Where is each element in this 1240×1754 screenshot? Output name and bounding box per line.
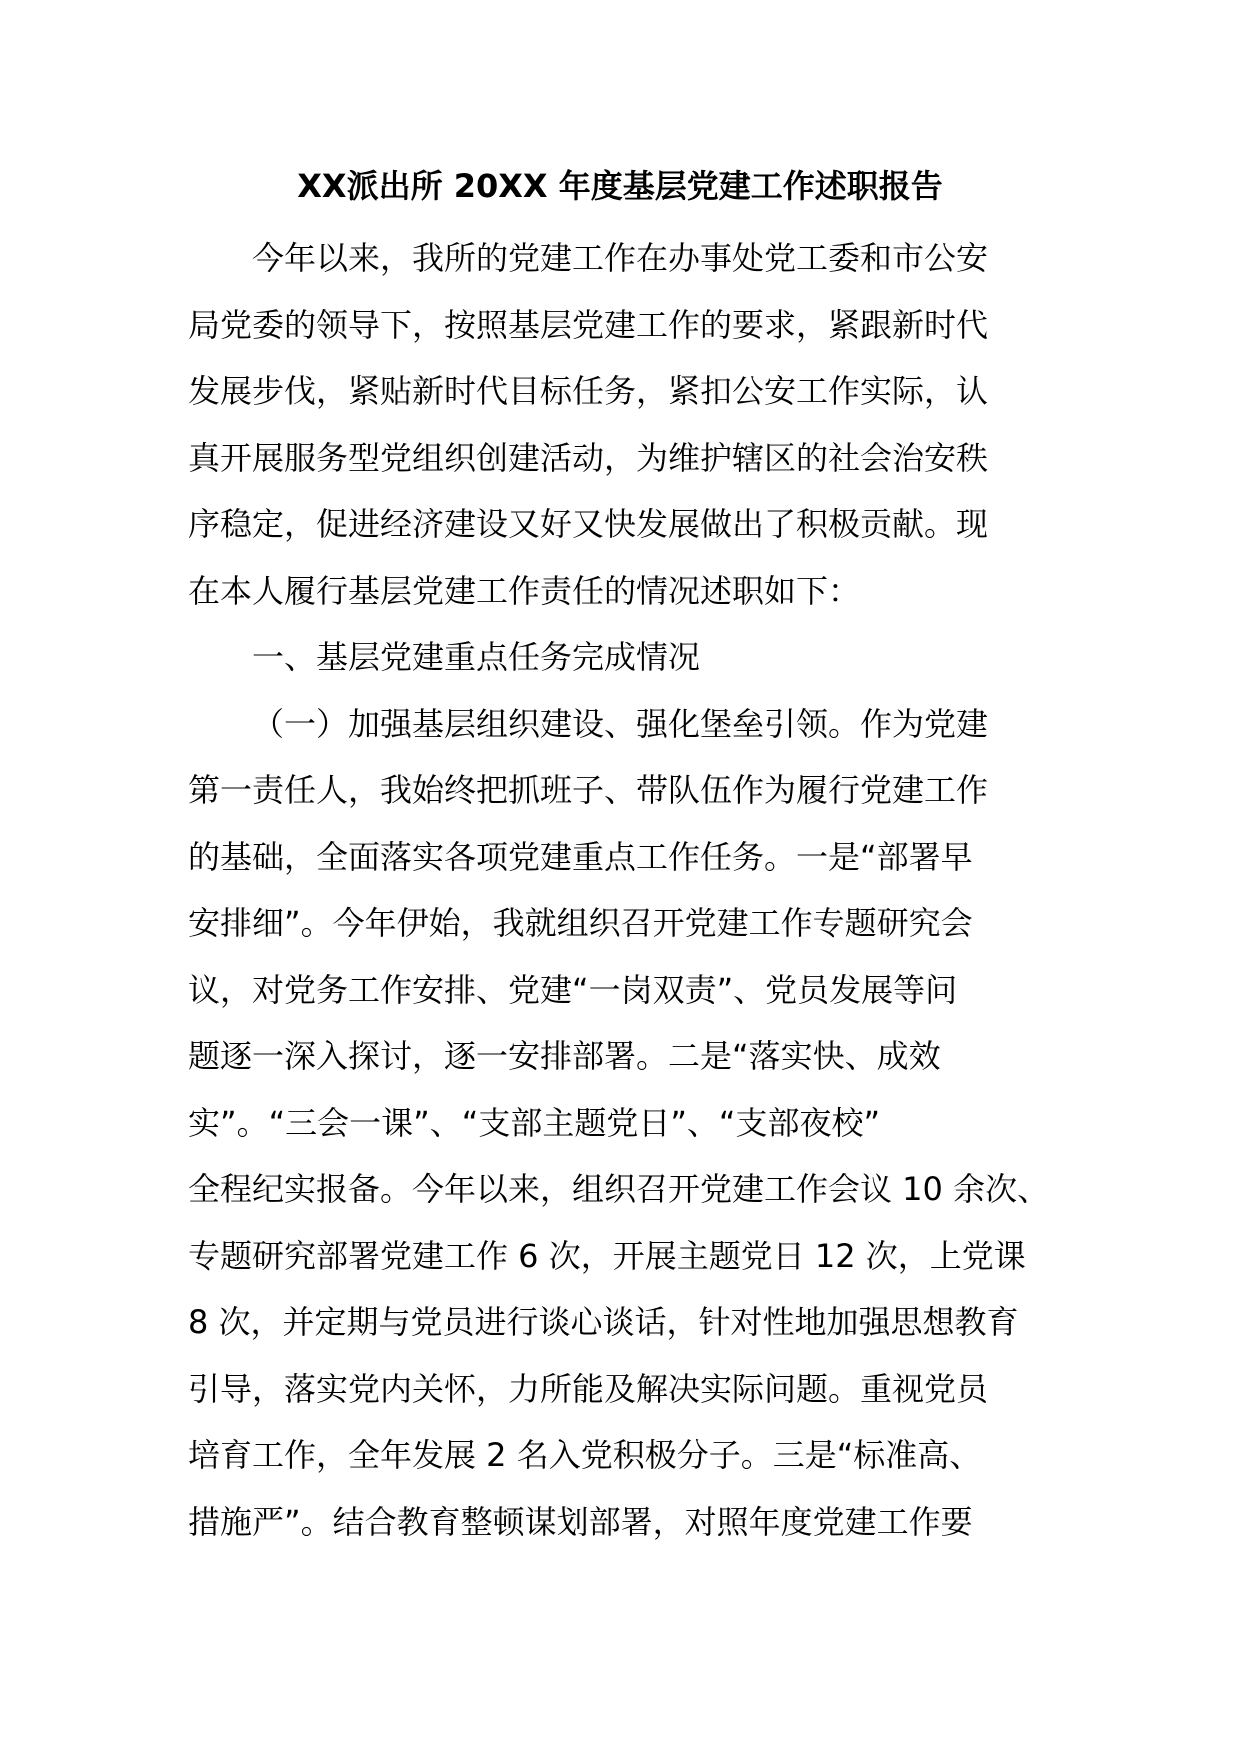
paragraph-line: 8 次，并定期与党员进行谈心谈话，针对性地加强思想教育 — [188, 1303, 1019, 1341]
paragraph-line: 议，对党务工作安排、党建“一岗双责”、党员发展等问 — [188, 970, 958, 1009]
document-body — [188, 225, 1068, 1555]
section-heading: 一、基层党建重点任务完成情况 — [252, 638, 701, 676]
paragraph-line: 序稳定，促进经济建设又好又快发展做出了积极贡献。现 — [188, 505, 989, 543]
paragraph-line: 局党委的领导下，按照基层党建工作的要求，紧跟新时代 — [188, 305, 989, 344]
document-title: XX派出所 20XX 年度基层党建工作述职报告 — [297, 167, 943, 205]
paragraph-line: 引导，落实党内关怀，力所能及解决实际问题。重视党员 — [188, 1369, 989, 1408]
paragraph-line: （一）加强基层组织建设、强化堡垒引领。作为党建 — [252, 704, 989, 743]
paragraph-line: 专题研究部署党建工作 6 次，开展主题党日 12 次，上党课 — [188, 1236, 1026, 1275]
paragraph-line: 今年以来，我所的党建工作在办事处党工委和市公安 — [252, 239, 989, 277]
paragraph-line: 培育工作，全年发展 2 名入党积极分子。三是“标准高、 — [188, 1436, 982, 1474]
paragraph-line: 第一责任人，我始终把抓班子、带队伍作为履行党建工作 — [188, 771, 989, 809]
paragraph-line: 题逐一深入探讨，逐一安排部署。二是“落实快、成效 — [188, 1037, 941, 1075]
paragraph-line: 的基础，全面落实各项党建重点工作任务。一是“部署早 — [188, 837, 973, 876]
paragraph-line: 全程纪实报备。今年以来，组织召开党建工作会议 10 余次、 — [188, 1170, 1050, 1208]
paragraph-line: 措施严”。结合教育整顿谋划部署，对照年度党建工作要 — [188, 1502, 973, 1541]
paragraph-line: 真开展服务型党组织创建活动，为维护辖区的社会治安秩 — [188, 438, 989, 477]
paragraph-line: 实”。“三会一课”、“支部主题党日”、“支部夜校” — [188, 1103, 881, 1142]
paragraph-line: 在本人履行基层党建工作责任的情况述职如下： — [188, 571, 861, 610]
paragraph-line: 安排细”。今年伊始，我就组织召开党建工作专题研究会 — [188, 904, 973, 942]
paragraph-line: 发展步伐，紧贴新时代目标任务，紧扣公安工作实际，认 — [188, 372, 989, 410]
